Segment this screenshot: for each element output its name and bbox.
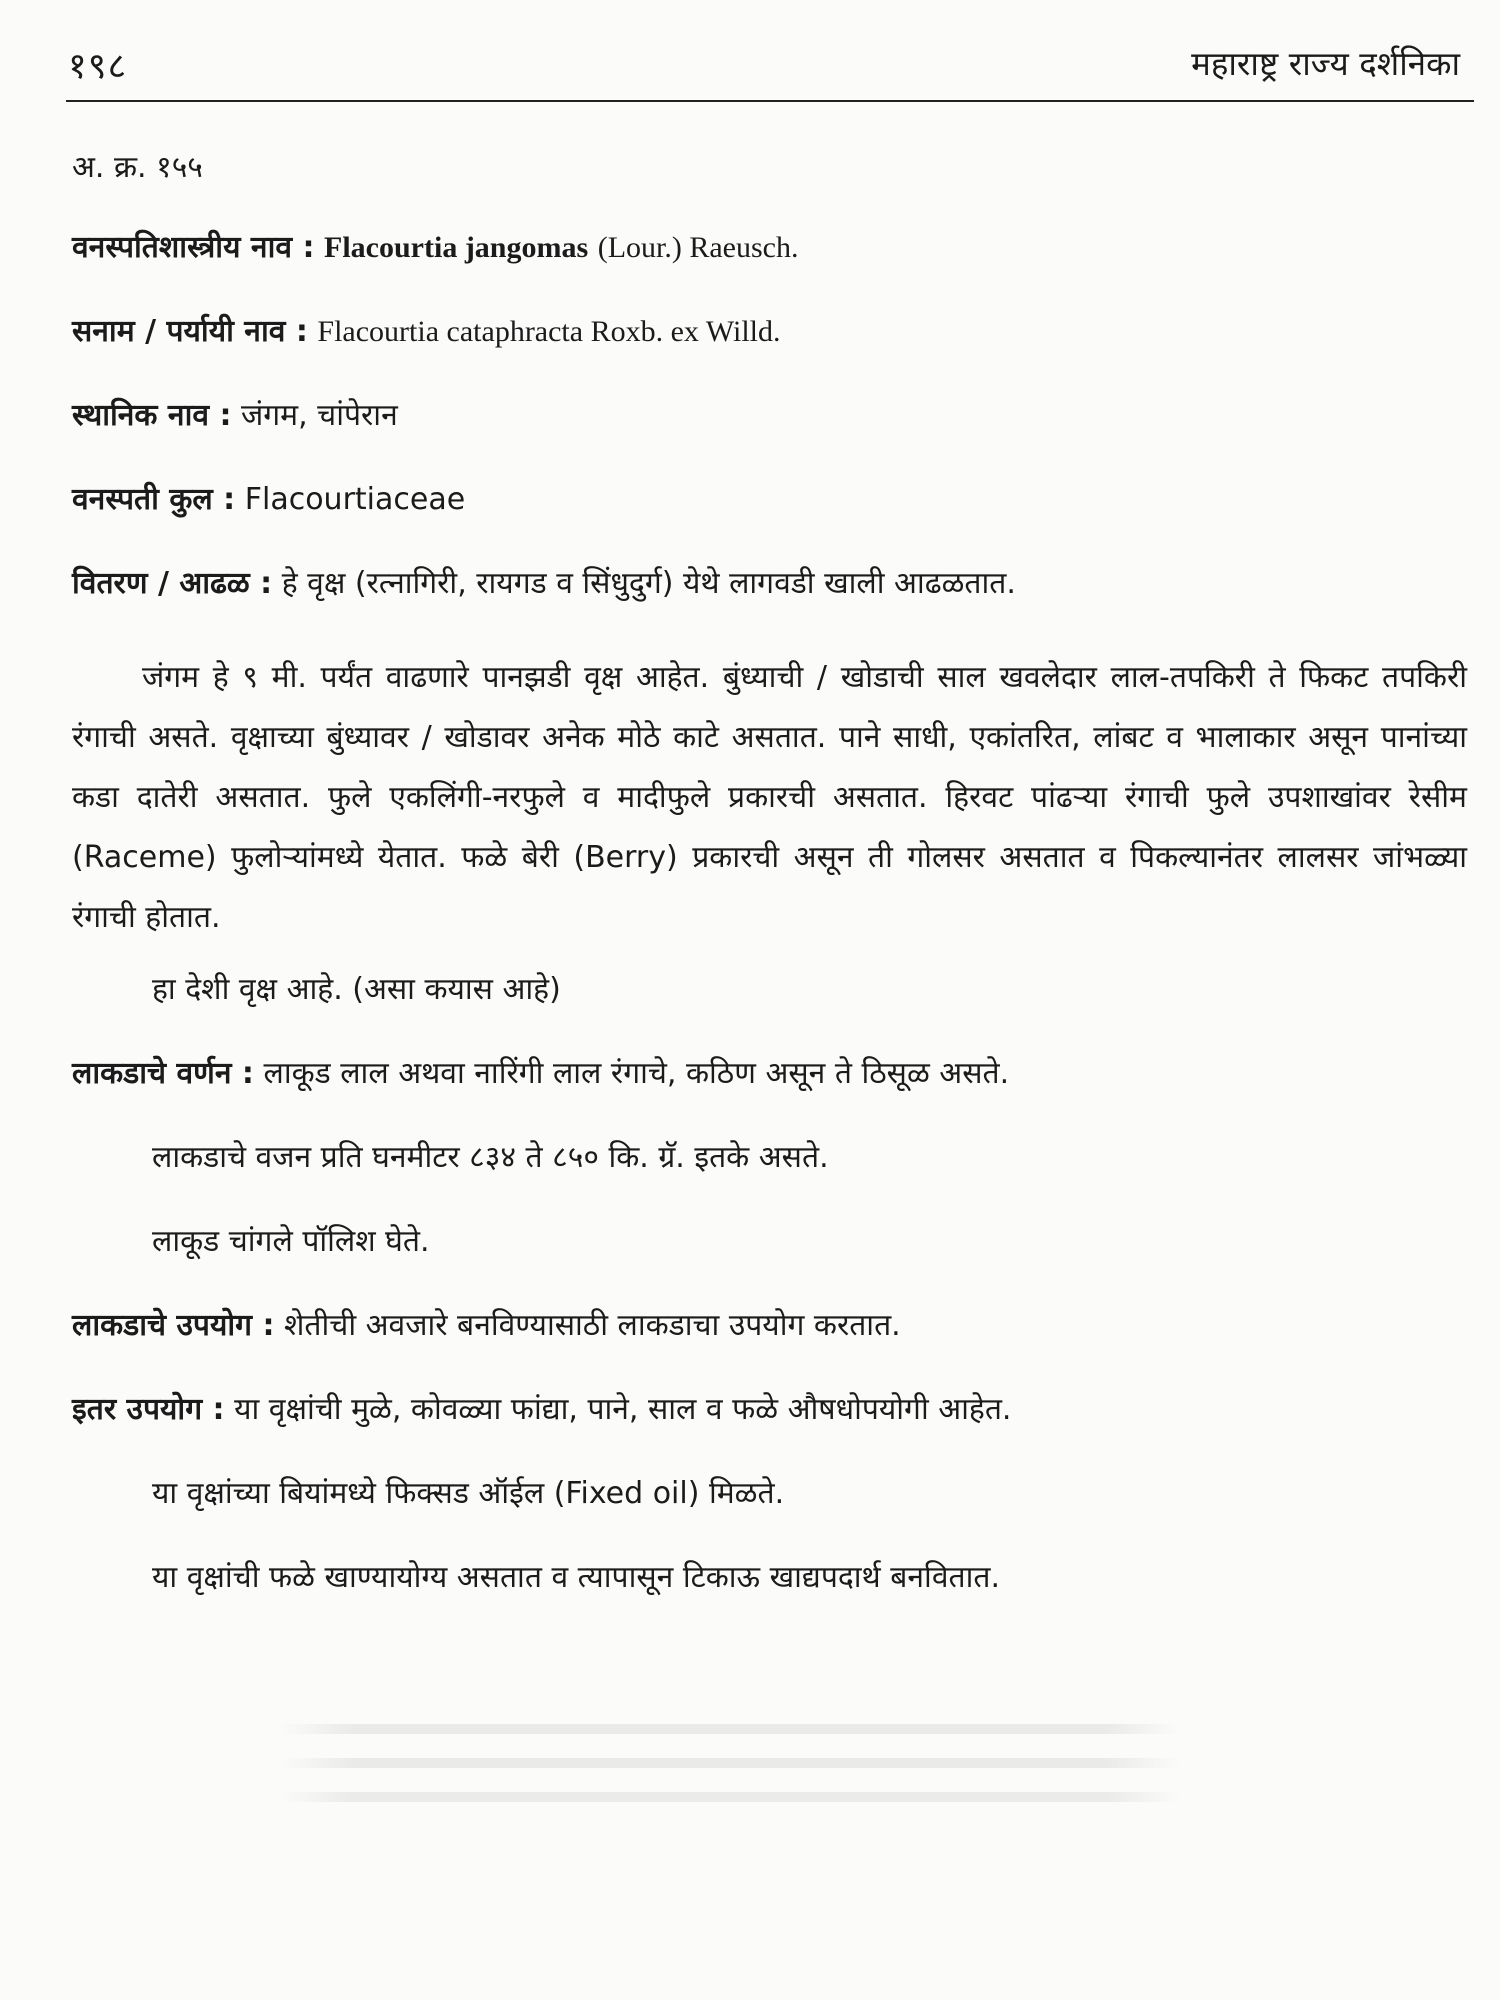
wood-use-row <box>72 1306 1467 1346</box>
distribution-value: हे वृक्ष (रत्नागिरी, रायगड व सिंधुदुर्ग) येथे लागवडी खाली आढळतात. <box>281 566 1016 601</box>
description-paragraph: जंगम हे ९ मी. पर्यंत वाढणारे पानझडी वृक्ष आहेत. बुंध्याची / खोडाची साल खवलेदार लाल-तपकिरी ते फिकट तपकिरी रंगाची असते. वृक्षाच्या बुंध्यावर / खोडावर अनेक मोठे काटे असतात. पाने साधी, एकांतरित, लांबट व भालाकार असून पानांच्या कडा दातेरी असतात. फुले एकलिंगी-नरफुले व मादीफुले प्रकारची असतात. हिरवट पांढऱ्या रंगाची फुले उपशाखांवर रेसीम (Raceme) फुलोऱ्यांमध्ये येतात. फळे बेरी (Berry) प्रकारची असून ती गोलसर असतात व पिकल्यानंतर लालसर जांभळ्या रंगाची होतात. <box>72 660 1467 935</box>
wood-description-label: लाकडाचे वर्णन : <box>72 1056 254 1091</box>
botanical-name: Flacourtia jangomas <box>324 231 589 264</box>
local-name-row <box>72 396 1467 436</box>
wood-use-value: शेतीची अवजारे बनविण्यासाठी लाकडाचा उपयोग करतात. <box>284 1308 901 1343</box>
family-label: वनस्पती कुल : <box>72 482 236 517</box>
botanical-name-label: वनस्पतिशास्त्रीय नाव : <box>72 230 315 265</box>
distribution-label: वितरण / आढळ : <box>72 566 273 601</box>
family-value: Flacourtiaceae <box>244 482 466 517</box>
wood-use-label: लाकडाचे उपयोग : <box>72 1308 275 1343</box>
botanical-name-row <box>72 228 1467 268</box>
serial-number: अ. क्र. १५५ <box>72 150 203 185</box>
show-through-bleed <box>280 1700 1180 1830</box>
synonym-row <box>72 312 1467 352</box>
local-name-label: स्थानिक नाव : <box>72 398 232 433</box>
other-use-value: या वृक्षांची मुळे, कोवळ्या फांद्या, पाने, साल व फळे औषधोपयोगी आहेत. <box>234 1392 1012 1427</box>
synonym-value: Flacourtia cataphracta Roxb. ex Willd. <box>317 315 781 348</box>
wood-description-value: लाकूड लाल अथवा नारिंगी लाल रंगाचे, कठिण असून ते ठिसूळ असते. <box>263 1056 1010 1091</box>
header-rule <box>66 100 1474 102</box>
botanical-author: (Lour.) Raeusch. <box>597 231 799 264</box>
synonym-label: सनाम / पर्यायी नाव : <box>72 314 308 349</box>
edible-fruits: या वृक्षांची फळे खाण्यायोग्य असतात व त्यापासून टिकाऊ खाद्यपदार्थ बनवितात. <box>152 1560 1001 1595</box>
entry-content <box>72 148 1467 1642</box>
family-row <box>72 480 1467 520</box>
distribution-row <box>72 564 1467 604</box>
local-name-value: जंगम, चांपेरान <box>241 398 398 433</box>
wood-polish: लाकूड चांगले पॉलिश घेते. <box>152 1224 430 1259</box>
other-use-row <box>72 1390 1467 1430</box>
running-title: महाराष्ट्र राज्य दर्शनिका <box>1191 44 1460 83</box>
other-use-label: इतर उपयोग : <box>72 1392 225 1427</box>
wood-weight: लाकडाचे वजन प्रति घनमीटर ८३४ ते ८५० कि. ग्रॅ. इतके असते. <box>152 1140 829 1175</box>
wood-description-row <box>72 1054 1467 1094</box>
seed-oil: या वृक्षांच्या बियांमध्ये फिक्सड ऑईल (Fixed oil) मिळते. <box>152 1476 785 1511</box>
native-note: हा देशी वृक्ष आहे. (असा कयास आहे) <box>152 972 561 1007</box>
page-number: १९८ <box>68 46 128 87</box>
